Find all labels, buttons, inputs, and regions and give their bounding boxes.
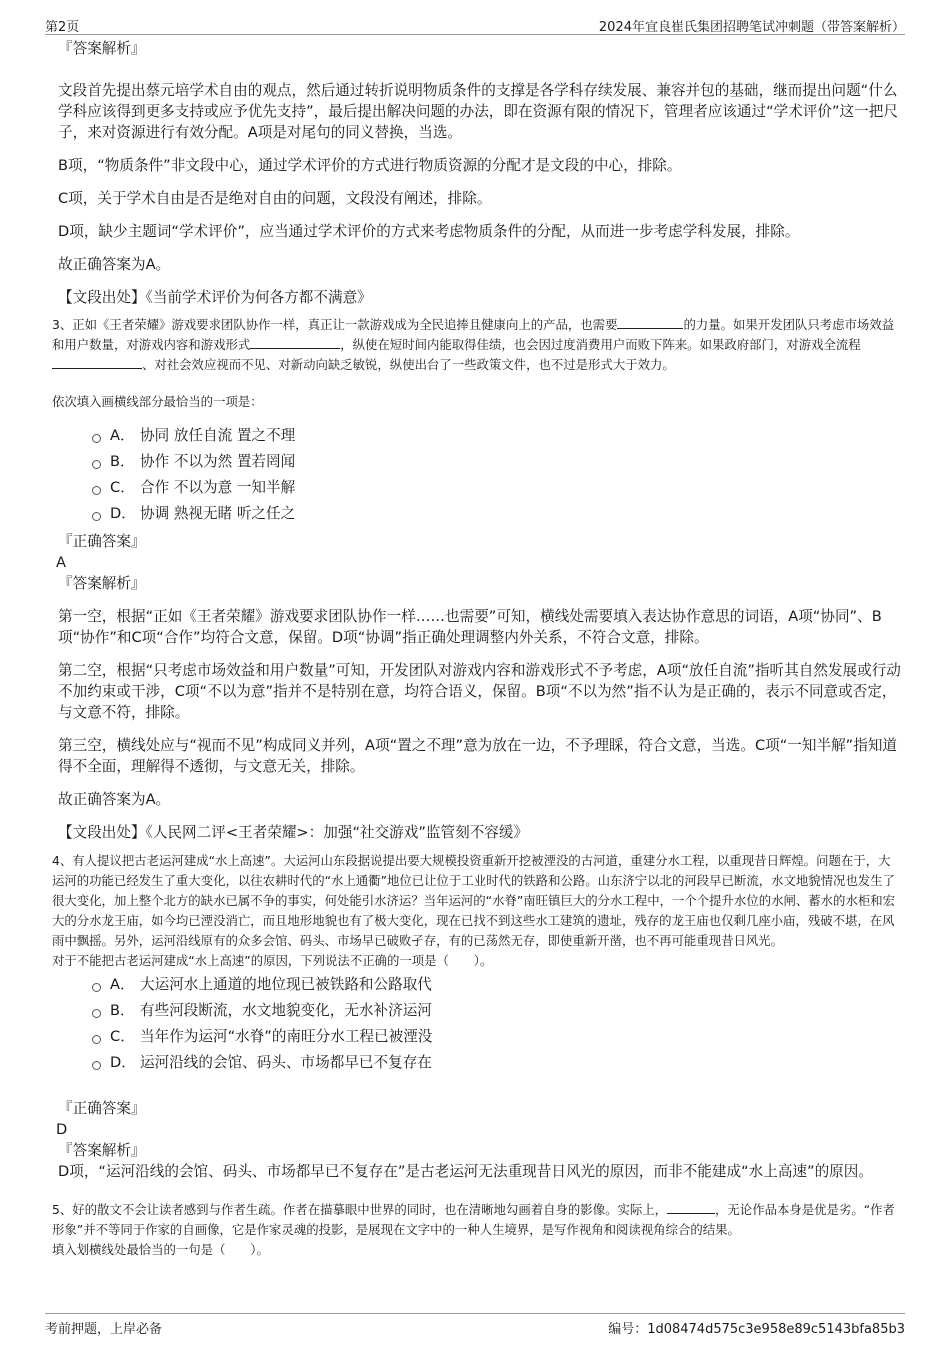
option-a[interactable]: A． 大运河水上通道的地位现已被铁路和公路取代 <box>92 972 902 998</box>
page-footer <box>45 1313 905 1336</box>
question-prompt: 填入划横线处最恰当的一句是（ ）。 <box>52 1242 269 1257</box>
question-prompt: 对于不能把古老运河建成“水上高速”的原因，下列说法不正确的一项是（ ）。 <box>52 953 493 968</box>
source-citation: 【文段出处】《人民网二评<王者荣耀>：加强“社交游戏”监管刻不容缓》 <box>58 824 529 841</box>
options-list <box>92 423 902 527</box>
question-3 <box>52 315 902 843</box>
option-b[interactable]: B． 协作 不以为然 置若罔闻 <box>92 449 902 475</box>
page-header <box>45 14 905 35</box>
top-section <box>52 38 902 308</box>
analysis-paragraph: C项，关于学术自由是否是绝对自由的问题，文段没有阐述，排除。 <box>58 190 492 207</box>
radio-icon[interactable] <box>92 983 101 992</box>
option-d[interactable]: D． 协调 熟视无睹 听之任之 <box>92 501 902 527</box>
option-c[interactable]: C． 合作 不以为意 一知半解 <box>92 475 902 501</box>
option-a[interactable]: A． 协同 放任自流 置之不理 <box>92 423 902 449</box>
option-b[interactable]: B． 有些河段断流，水文地貌变化，无水补济运河 <box>92 998 902 1024</box>
analysis-label: 『答案解析』 <box>58 575 146 592</box>
option-c[interactable]: C． 当年作为运河“水脊”的南旺分水工程已被湮没 <box>92 1024 902 1050</box>
document-title: 2024年宜良崔氏集团招聘笔试冲刺题（带答案解析） <box>598 20 905 35</box>
question-4 <box>52 851 902 1182</box>
conclusion: 故正确答案为A。 <box>58 791 171 808</box>
footer-slogan: 考前押题，上岸必备 <box>45 1322 163 1337</box>
analysis-label: 『答案解析』 <box>58 40 146 57</box>
document-id: 编号：1d08474d575c3e958e89c5143bfa85b3 <box>608 1322 905 1337</box>
radio-icon[interactable] <box>92 1035 101 1044</box>
analysis-label: 『答案解析』 <box>58 1142 146 1159</box>
radio-icon[interactable] <box>92 460 101 469</box>
answer-blank <box>617 316 683 329</box>
radio-icon[interactable] <box>92 1061 101 1070</box>
question-text: 3、正如《王者荣耀》游戏要求团队协作一样，真正让一款游戏成为全民追捧且健康向上的产品，也需要 的力量。如果开发团队只考虑市场效益和用户数量，对游戏内容和游戏形式 ，纵使在短时间内能取得佳绩，也会因过度消费用户而败下阵来。如果政府部门，对游戏全流程、对社会效应视而不见、对新动向缺乏敏锐，纵使出台了一些政策文件，也不过是形式大于效力。 <box>52 317 895 372</box>
question-text: 5、好的散文不会让读者感到与作者生疏。作者在描摹眼中世界的同时，也在清晰地勾画着自身的影像。实际上， ，无论作品本身是优是劣。“作者形象”并不等同于作家的自画像，它是作家灵魂的投影，是展现在文字中的一种人生境界，是写作视角和阅读视角综合的结果。 <box>52 1202 895 1237</box>
radio-icon[interactable] <box>92 512 101 521</box>
analysis-paragraph: 第一空，根据“正如《王者荣耀》游戏要求团队协作一样……也需要”可知，横线处需要填入表达协作意思的词语，A项“协同”、B项“协作”和C项“合作”均符合文意，保留。D项“协调”指正确处理调整内外关系，不符合文意，排除。 <box>58 608 882 646</box>
radio-icon[interactable] <box>92 1009 101 1018</box>
answer-value: A <box>56 554 66 571</box>
question-text: 4、有人提议把古老运河建成“水上高速”。大运河山东段据说提出要大规模投资重新开挖被湮没的古河道，重建分水工程，以重现昔日辉煌。问题在于，大运河的功能已经发生了重大变化，以往农耕时代的“水上通衢”地位已让位于工业时代的铁路和公路。山东济宁以北的河段早已断流，水文地貌情况也发生了很大变化，加上整个北方的缺水已属不争的事实，何处能引水济运？当年运河的“水脊”南旺镇巨大的分水工程中，一个个提升水位的水闸、蓄水的水柜和宏大的分水龙王庙，如今均已湮没消亡，而且地形地貌也有了极大变化，现在已找不到这些水工建筑的遗址，残存的龙王庙也仅剩几座小庙，残破不堪，在风雨中飘摇。另外，运河沿线原有的众多会馆、码头、市场早已破败孑存，有的已荡然无存，即使重新开凿，也不再可能重现昔日风光。 <box>52 853 896 948</box>
option-d[interactable]: D． 运河沿线的会馆、码头、市场都早已不复存在 <box>92 1050 902 1076</box>
question-prompt: 依次填入画横线部分最恰当的一项是： <box>52 394 263 409</box>
source-citation: 【文段出处】《当前学术评价为何各方都不满意》 <box>58 289 372 306</box>
analysis-paragraph: 第二空，根据“只考虑市场效益和用户数量”可知，开发团队对游戏内容和游戏形式不予考虑，A项“放任自流”指听其自然发展或行动不加约束或干涉，C项“不以为意”指并不是特别在意，均符合语义，保留。B项“不以为然”指不认为是正确的，表示不同意或否定，与文意不符，排除。 <box>58 662 901 721</box>
analysis-paragraph: D项，缺少主题词“学术评价”，应当通过学术评价的方式来考虑物质条件的分配，从而进一步考虑学科发展，排除。 <box>58 223 800 240</box>
answer-blank <box>667 1201 715 1214</box>
answer-label: 『正确答案』 <box>58 533 146 550</box>
answer-value: D <box>56 1121 68 1138</box>
answer-blank <box>250 336 340 349</box>
question-5 <box>52 1200 902 1260</box>
radio-icon[interactable] <box>92 486 101 495</box>
options-list <box>92 972 902 1076</box>
answer-label: 『正确答案』 <box>58 1100 146 1117</box>
answer-blank <box>52 356 142 369</box>
conclusion: 故正确答案为A。 <box>58 256 171 273</box>
page-content <box>52 38 902 1260</box>
analysis-paragraph: B项，“物质条件”非文段中心，通过学术评价的方式进行物质资源的分配才是文段的中心，排除。 <box>58 157 682 174</box>
analysis-paragraph: D项，“运河沿线的会馆、码头、市场都早已不复存在”是古老运河无法重现昔日风光的原因，而非不能建成“水上高速”的原因。 <box>58 1163 873 1180</box>
page-number: 第2页 <box>45 20 80 35</box>
analysis-paragraph: 文段首先提出蔡元培学术自由的观点，然后通过转折说明物质条件的支撑是各学科存续发展、兼容并包的基础，继而提出问题“什么学科应该得到更多支持或应予优先支持”，最后提出解决问题的办法，即在资源有限的情况下，管理者应该通过“学术评价”这一把尺子，来对资源进行有效分配。A项是对尾句的同义替换，当选。 <box>58 82 898 141</box>
radio-icon[interactable] <box>92 434 101 443</box>
analysis-paragraph: 第三空，横线处应与“视而不见”构成同义并列，A项“置之不理”意为放在一边，不予理睬，符合文意，当选。C项“一知半解”指知道得不全面，理解得不透彻，与文意无关，排除。 <box>58 737 898 775</box>
